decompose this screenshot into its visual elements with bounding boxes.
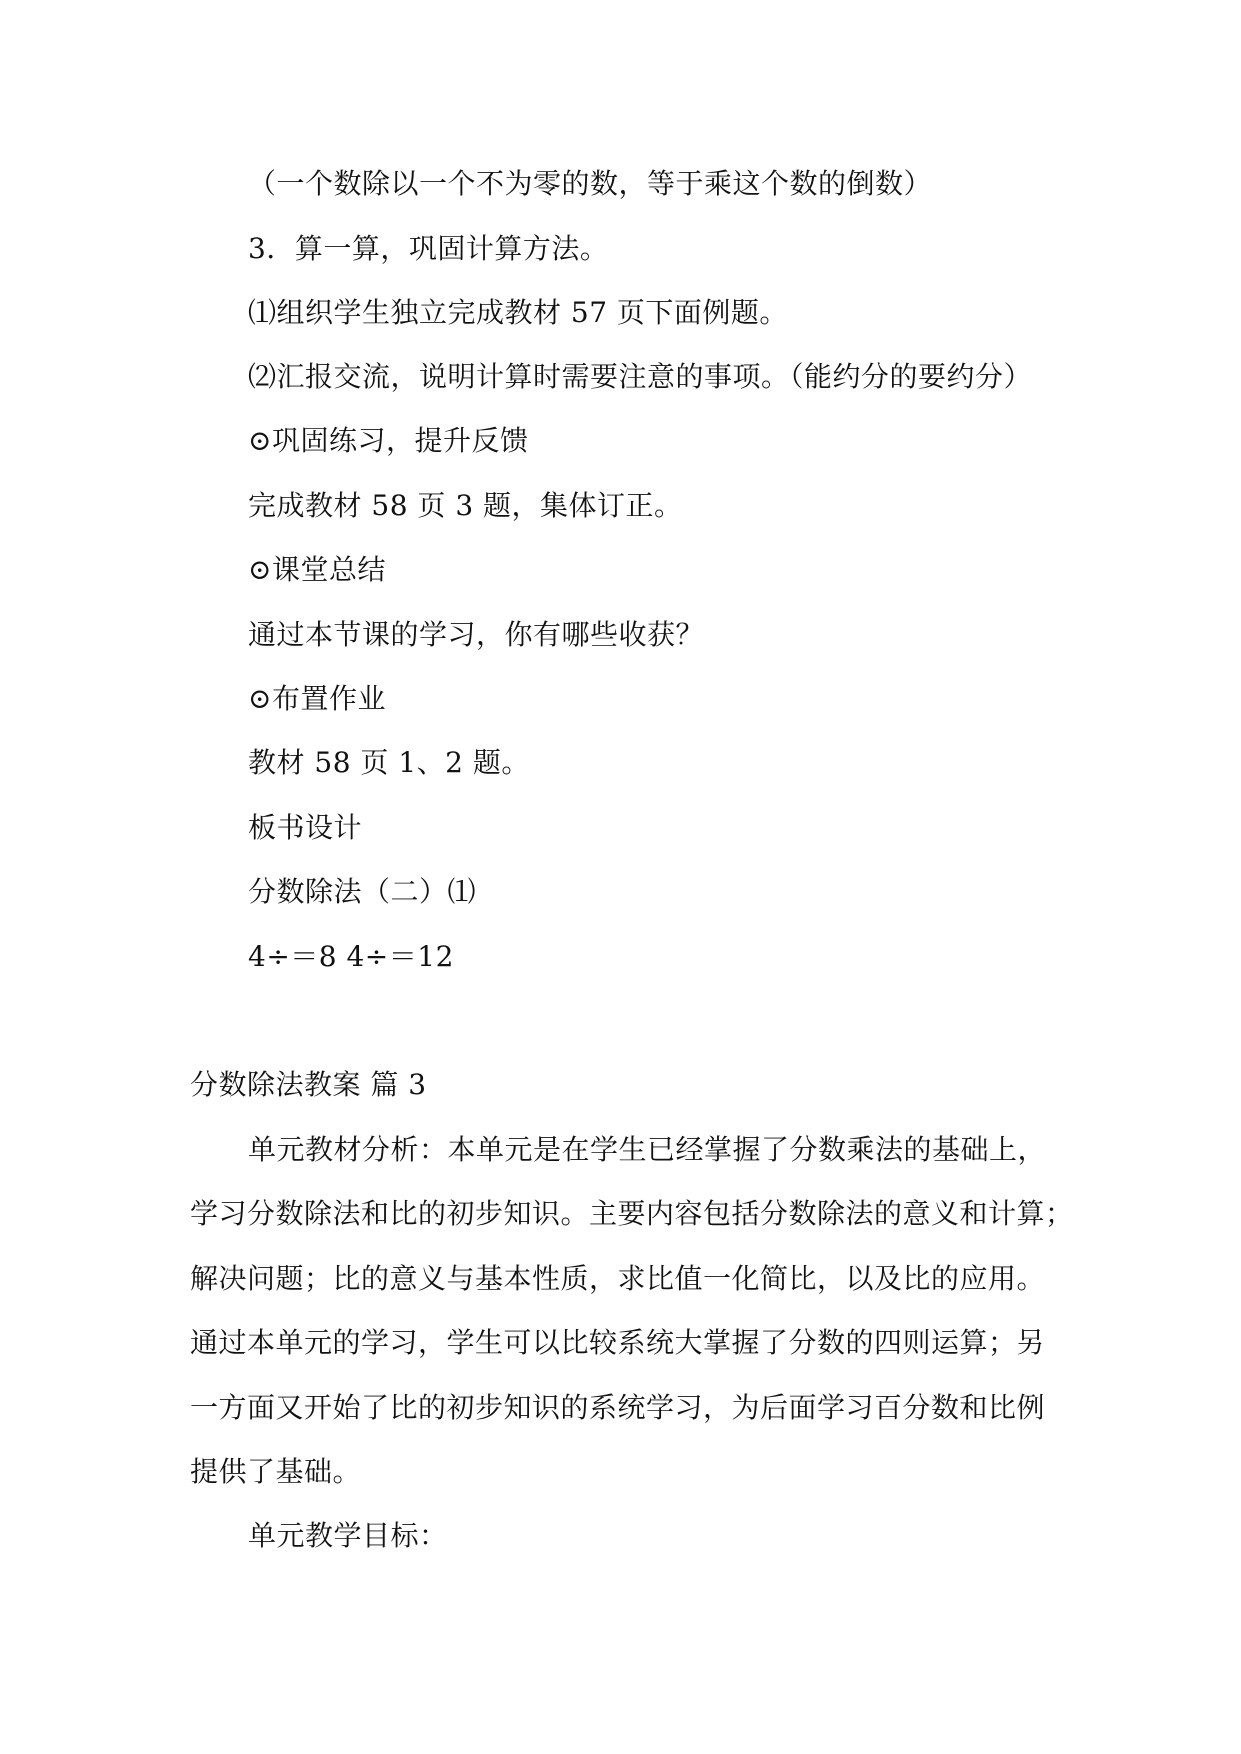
analysis-line-1: 单元教材分析：本单元是在学生已经掌握了分数乘法的基础上， (248, 1133, 1047, 1166)
step-3-item-1: ⑴组织学生独立完成教材 57 页下面例题。 (248, 296, 788, 329)
goal-heading: 单元教学目标： (248, 1519, 448, 1552)
analysis-line-3: 解决问题；比的意义与基本性质，求比值一化简比，以及比的应用。 (190, 1262, 1046, 1295)
analysis-line-5: 一方面又开始了比的初步知识的系统学习，为后面学习百分数和比例 (190, 1391, 1046, 1424)
rule-note: （一个数除以一个不为零的数，等于乘这个数的倒数） (248, 167, 933, 200)
analysis-line-4: 通过本单元的学习，学生可以比较系统大掌握了分数的四则运算；另 (190, 1326, 1046, 1359)
practice-heading: ⊙巩固练习，提升反馈 (248, 424, 529, 457)
step-3-heading: 3．算一算，巩固计算方法。 (248, 232, 609, 265)
step-3-item-2: ⑵汇报交流，说明计算时需要注意的事项。（能约分的要约分） (248, 360, 1033, 393)
summary-text: 通过本节课的学习，你有哪些收获？ (248, 618, 705, 651)
board-design-title: 分数除法（二）⑴ (248, 875, 477, 908)
practice-text: 完成教材 58 页 3 题，集体订正。 (248, 489, 683, 522)
analysis-line-2: 学习分数除法和比的初步知识。主要内容包括分数除法的意义和计算； (190, 1197, 1074, 1230)
homework-heading: ⊙布置作业 (248, 682, 386, 715)
board-design-equations: 4÷＝8 4÷＝12 (248, 940, 454, 973)
board-design-heading: 板书设计 (248, 811, 363, 844)
analysis-line-6: 提供了基础。 (190, 1455, 362, 1488)
section-title: 分数除法教案 篇 3 (190, 1068, 427, 1101)
summary-heading: ⊙课堂总结 (248, 553, 386, 586)
homework-text: 教材 58 页 1、2 题。 (248, 746, 530, 779)
